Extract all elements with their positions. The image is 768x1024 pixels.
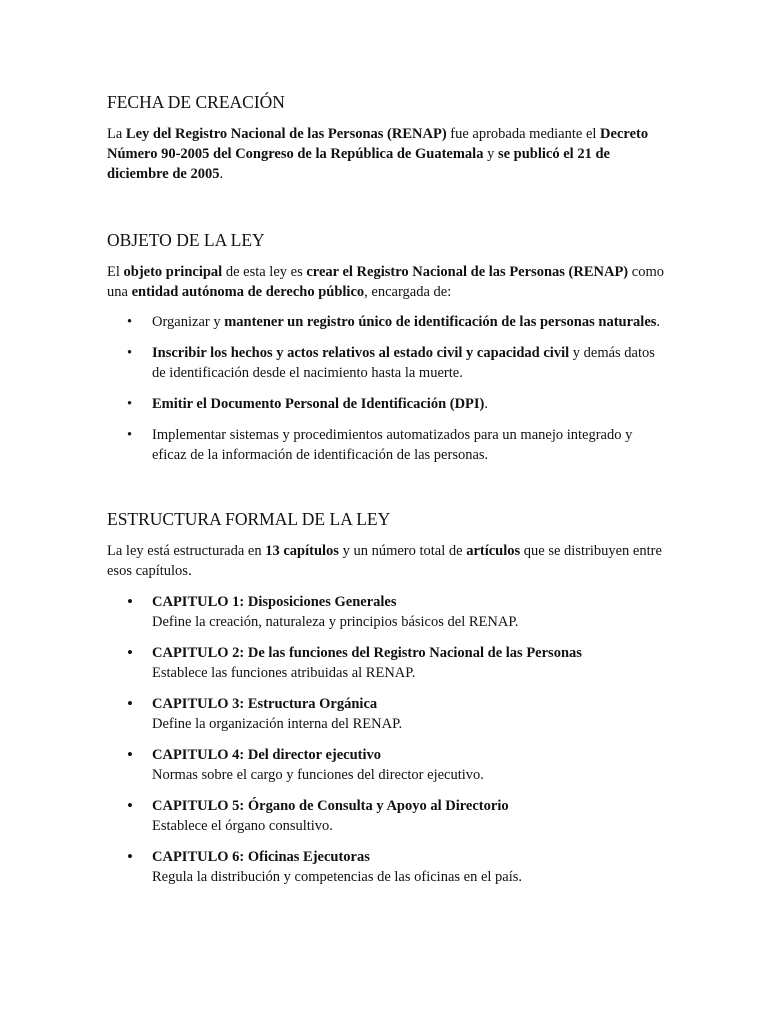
bullet-icon: • xyxy=(127,592,133,611)
chapter-item xyxy=(107,745,667,785)
bullet-icon: • xyxy=(127,796,133,815)
text-run: . xyxy=(484,396,489,412)
text-run: Organizar y xyxy=(152,314,225,330)
text-run: y xyxy=(483,146,498,162)
text-run: como una xyxy=(107,264,664,300)
objeto-paragraph xyxy=(107,262,667,302)
chapter-description: Regula la distribución y competencias de las oficinas en el país. xyxy=(152,869,523,885)
section-estructura xyxy=(107,507,667,887)
chapter-description: Establece las funciones atribuidas al RENAP. xyxy=(152,665,416,681)
bullet-icon: • xyxy=(127,694,133,713)
objeto-list xyxy=(107,312,667,465)
list-item-text xyxy=(152,396,488,412)
fecha-paragraph xyxy=(107,124,667,184)
bold-text: Ley del Registro Nacional de las Personas (RENAP) xyxy=(125,126,447,142)
chapter-title: CAPITULO 1: Disposiciones Generales xyxy=(152,594,397,610)
text-run: y un número total de xyxy=(338,543,467,559)
chapter-item xyxy=(107,643,667,683)
text-run: fue aprobada mediante el xyxy=(446,126,601,142)
bullet-icon: • xyxy=(127,643,133,662)
list-item xyxy=(107,425,667,465)
chapter-item xyxy=(107,592,667,632)
list-item xyxy=(107,312,667,332)
estructura-paragraph xyxy=(107,541,667,581)
bold-text: se publicó el 21 de diciembre de 2005 xyxy=(107,146,610,182)
text-run: que se distribuyen entre esos capítulos. xyxy=(107,543,662,579)
list-item xyxy=(107,394,667,414)
bold-text: mantener un registro único de identificación de las personas naturales xyxy=(224,314,657,330)
bullet-icon: • xyxy=(127,847,133,866)
text-run: . xyxy=(219,166,224,182)
text-run: El xyxy=(107,264,124,280)
section-fecha xyxy=(107,90,667,184)
bold-text: objeto principal xyxy=(123,264,223,280)
bold-text: crear el Registro Nacional de las Personas (RENAP) xyxy=(306,264,629,280)
bold-text: Decreto Número 90-2005 del Congreso de la República de Guatemala xyxy=(107,126,649,162)
text-run: La xyxy=(107,126,126,142)
chapter-description: Normas sobre el cargo y funciones del director ejecutivo. xyxy=(152,767,484,783)
text-run: , encargada de: xyxy=(364,284,452,300)
chapter-description: Define la organización interna del RENAP. xyxy=(152,716,403,732)
list-item-text xyxy=(152,427,632,463)
section-heading-estructura: ESTRUCTURA FORMAL DE LA LEY xyxy=(107,509,391,529)
bold-text: Inscribir los hechos y actos relativos al estado civil y capacidad civil xyxy=(152,345,570,361)
section-heading-fecha: FECHA DE CREACIÓN xyxy=(107,92,285,112)
chapter-description: Define la creación, naturaleza y principios básicos del RENAP. xyxy=(152,614,519,630)
chapter-title: CAPITULO 5: Órgano de Consulta y Apoyo al Directorio xyxy=(152,798,509,814)
bullet-icon: • xyxy=(127,745,133,764)
bold-text: artículos xyxy=(466,543,521,559)
chapter-title: CAPITULO 4: Del director ejecutivo xyxy=(152,747,381,763)
chapter-title: CAPITULO 2: De las funciones del Registro Nacional de las Personas xyxy=(152,645,582,661)
chapter-item xyxy=(107,796,667,836)
text-run: de esta ley es xyxy=(222,264,307,280)
text-run: . xyxy=(656,314,661,330)
list-item-text xyxy=(152,314,660,330)
section-heading-objeto: OBJETO DE LA LEY xyxy=(107,230,265,250)
chapter-item xyxy=(107,847,667,887)
text-run: y demás datos de identificación desde el nacimiento hasta la muerte. xyxy=(152,345,655,381)
text-run: Implementar sistemas y procedimientos automatizados para un manejo integrado y eficaz de la información de identificación de las personas. xyxy=(152,427,633,463)
bold-text: entidad autónoma de derecho público xyxy=(131,284,365,300)
chapter-title: CAPITULO 6: Oficinas Ejecutoras xyxy=(152,849,370,865)
chapter-description: Establece el órgano consultivo. xyxy=(152,818,333,834)
section-objeto xyxy=(107,228,667,465)
chapter-item xyxy=(107,694,667,734)
bullet-icon: • xyxy=(127,427,133,443)
bullet-icon: • xyxy=(127,314,133,330)
bullet-icon: • xyxy=(127,396,133,412)
list-item xyxy=(107,343,667,383)
bullet-icon: • xyxy=(127,345,133,361)
list-item-text xyxy=(152,345,655,381)
chapter-title: CAPITULO 3: Estructura Orgánica xyxy=(152,696,378,712)
chapter-list xyxy=(107,592,667,887)
document-content xyxy=(107,90,667,898)
bold-text: Emitir el Documento Personal de Identificación (DPI) xyxy=(152,396,485,412)
bold-text: 13 capítulos xyxy=(265,543,339,559)
text-run: La ley está estructurada en xyxy=(107,543,266,559)
